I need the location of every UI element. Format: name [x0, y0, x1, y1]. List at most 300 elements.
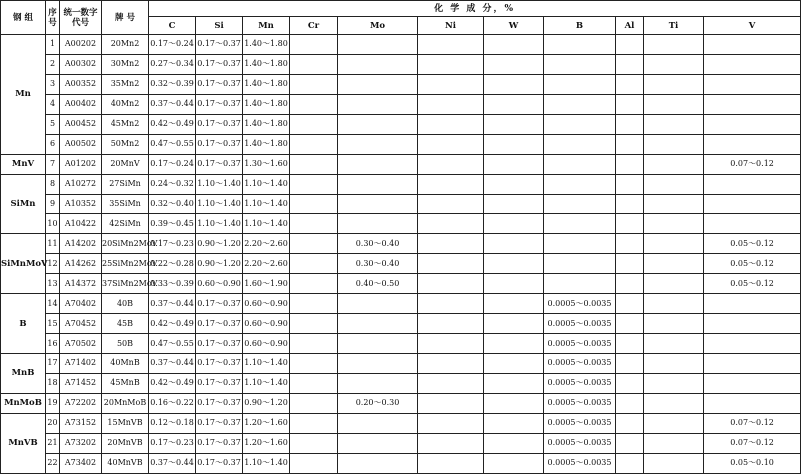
- grade-cell: 40MnB: [102, 354, 149, 374]
- table-row: [1, 54, 801, 74]
- seq-cell: 13: [46, 274, 60, 294]
- composition-cell-mn: 0.60～0.90: [243, 334, 290, 354]
- composition-cell-w: [484, 154, 544, 174]
- code-cell: A14262: [60, 254, 102, 274]
- table-row: [1, 154, 801, 174]
- code-cell: A70452: [60, 314, 102, 334]
- composition-cell-b: 0.0005～0.0035: [544, 354, 616, 374]
- grade-cell: 30Mn2: [102, 54, 149, 74]
- composition-cell-al: [616, 314, 644, 334]
- seq-cell: 5: [46, 114, 60, 134]
- composition-cell-si: 1.10～1.40: [196, 214, 243, 234]
- composition-cell-ni: [418, 234, 484, 254]
- composition-cell-si: 0.17～0.37: [196, 373, 243, 393]
- composition-cell-w: [484, 413, 544, 433]
- composition-cell-si: 0.17～0.37: [196, 94, 243, 114]
- composition-cell-c: 0.17～0.23: [149, 433, 196, 453]
- composition-cell-mo: [338, 433, 418, 453]
- seq-cell: 11: [46, 234, 60, 254]
- composition-cell-al: [616, 234, 644, 254]
- composition-cell-al: [616, 74, 644, 94]
- composition-cell-al: [616, 54, 644, 74]
- composition-cell-c: 0.37～0.44: [149, 354, 196, 374]
- composition-cell-c: 0.37～0.44: [149, 94, 196, 114]
- composition-cell-mn: 1.40～1.80: [243, 134, 290, 154]
- composition-cell-ti: [644, 373, 704, 393]
- composition-cell-mo: [338, 74, 418, 94]
- composition-cell-al: [616, 35, 644, 55]
- composition-cell-al: [616, 154, 644, 174]
- composition-cell-mn: 1.30～1.60: [243, 154, 290, 174]
- grade-cell: 25SiMn2MoV: [102, 254, 149, 274]
- table-row: [1, 274, 801, 294]
- header-element: Ni: [418, 17, 484, 35]
- code-cell: A73152: [60, 413, 102, 433]
- table-row: [1, 453, 801, 473]
- grade-cell: 50Mn2: [102, 134, 149, 154]
- composition-cell-ti: [644, 194, 704, 214]
- composition-cell-w: [484, 314, 544, 334]
- header-element: Ti: [644, 17, 704, 35]
- steel-group-cell: MnB: [1, 354, 46, 394]
- seq-cell: 9: [46, 194, 60, 214]
- composition-cell-w: [484, 214, 544, 234]
- composition-cell-cr: [290, 274, 338, 294]
- composition-cell-cr: [290, 134, 338, 154]
- table-row: [1, 433, 801, 453]
- composition-cell-b: 0.0005～0.0035: [544, 314, 616, 334]
- composition-cell-ni: [418, 194, 484, 214]
- composition-cell-v: 0.05～0.12: [704, 234, 801, 254]
- composition-cell-si: 0.60～0.90: [196, 274, 243, 294]
- grade-cell: 50B: [102, 334, 149, 354]
- composition-cell-c: 0.37～0.44: [149, 453, 196, 473]
- header-code: 统一数字代号: [60, 1, 102, 35]
- composition-cell-c: 0.42～0.49: [149, 114, 196, 134]
- composition-cell-v: [704, 314, 801, 334]
- composition-cell-si: 0.17～0.37: [196, 393, 243, 413]
- code-cell: A00502: [60, 134, 102, 154]
- composition-cell-b: 0.0005～0.0035: [544, 413, 616, 433]
- code-cell: A00302: [60, 54, 102, 74]
- header-element: Mn: [243, 17, 290, 35]
- composition-cell-cr: [290, 214, 338, 234]
- composition-cell-al: [616, 134, 644, 154]
- code-cell: A70502: [60, 334, 102, 354]
- composition-cell-w: [484, 35, 544, 55]
- header-element: Cr: [290, 17, 338, 35]
- table-row: [1, 413, 801, 433]
- code-cell: A01202: [60, 154, 102, 174]
- grade-cell: 20SiMn2MoV: [102, 234, 149, 254]
- header-seq: 序号: [46, 1, 60, 35]
- composition-cell-al: [616, 174, 644, 194]
- composition-cell-ni: [418, 174, 484, 194]
- composition-cell-ti: [644, 74, 704, 94]
- composition-cell-ti: [644, 294, 704, 314]
- steel-group-cell: B: [1, 294, 46, 354]
- composition-cell-cr: [290, 194, 338, 214]
- composition-cell-w: [484, 334, 544, 354]
- seq-cell: 17: [46, 354, 60, 374]
- composition-cell-ni: [418, 74, 484, 94]
- composition-cell-al: [616, 433, 644, 453]
- composition-cell-ni: [418, 134, 484, 154]
- composition-cell-b: [544, 74, 616, 94]
- composition-cell-mn: 1.40～1.80: [243, 35, 290, 55]
- steel-group-cell: SiMn: [1, 174, 46, 234]
- code-cell: A10422: [60, 214, 102, 234]
- grade-cell: 37SiMn2MoV: [102, 274, 149, 294]
- composition-cell-cr: [290, 54, 338, 74]
- composition-cell-mo: 0.30～0.40: [338, 234, 418, 254]
- composition-cell-b: [544, 114, 616, 134]
- composition-cell-ni: [418, 314, 484, 334]
- composition-cell-w: [484, 354, 544, 374]
- table-row: [1, 334, 801, 354]
- composition-cell-mn: 1.40～1.80: [243, 114, 290, 134]
- grade-cell: 20MnV: [102, 154, 149, 174]
- composition-cell-mo: [338, 94, 418, 114]
- composition-cell-mn: 0.90～1.20: [243, 393, 290, 413]
- composition-cell-b: [544, 134, 616, 154]
- composition-cell-si: 0.17～0.37: [196, 354, 243, 374]
- composition-cell-ni: [418, 54, 484, 74]
- composition-cell-al: [616, 214, 644, 234]
- composition-cell-al: [616, 194, 644, 214]
- composition-cell-cr: [290, 433, 338, 453]
- composition-cell-mo: [338, 413, 418, 433]
- composition-cell-b: [544, 254, 616, 274]
- composition-cell-b: [544, 174, 616, 194]
- composition-cell-al: [616, 413, 644, 433]
- steel-group-cell: Mn: [1, 35, 46, 155]
- composition-cell-v: [704, 194, 801, 214]
- composition-cell-w: [484, 74, 544, 94]
- table-row: [1, 214, 801, 234]
- composition-cell-v: [704, 294, 801, 314]
- code-cell: A73202: [60, 433, 102, 453]
- composition-cell-si: 0.17～0.37: [196, 314, 243, 334]
- grade-cell: 35Mn2: [102, 74, 149, 94]
- header-element: Si: [196, 17, 243, 35]
- composition-cell-si: 0.17～0.37: [196, 114, 243, 134]
- code-cell: A73402: [60, 453, 102, 473]
- table-body: [1, 35, 801, 474]
- composition-cell-si: 0.17～0.37: [196, 294, 243, 314]
- composition-cell-mn: 0.60～0.90: [243, 314, 290, 334]
- composition-cell-mo: [338, 174, 418, 194]
- composition-cell-ti: [644, 274, 704, 294]
- seq-cell: 3: [46, 74, 60, 94]
- composition-cell-mo: [338, 373, 418, 393]
- composition-cell-w: [484, 294, 544, 314]
- grade-cell: 45B: [102, 314, 149, 334]
- composition-cell-b: [544, 154, 616, 174]
- table-row: [1, 393, 801, 413]
- composition-cell-ni: [418, 294, 484, 314]
- composition-cell-w: [484, 453, 544, 473]
- composition-cell-w: [484, 274, 544, 294]
- seq-cell: 18: [46, 373, 60, 393]
- code-cell: A70402: [60, 294, 102, 314]
- composition-cell-ni: [418, 373, 484, 393]
- composition-cell-cr: [290, 94, 338, 114]
- composition-cell-si: 0.17～0.37: [196, 74, 243, 94]
- composition-cell-cr: [290, 314, 338, 334]
- composition-cell-al: [616, 334, 644, 354]
- composition-cell-b: [544, 54, 616, 74]
- composition-cell-cr: [290, 294, 338, 314]
- seq-cell: 2: [46, 54, 60, 74]
- composition-cell-si: 0.17～0.37: [196, 433, 243, 453]
- composition-cell-v: [704, 114, 801, 134]
- composition-cell-mn: 1.10～1.40: [243, 354, 290, 374]
- seq-cell: 21: [46, 433, 60, 453]
- composition-cell-mo: 0.30～0.40: [338, 254, 418, 274]
- composition-cell-v: [704, 54, 801, 74]
- composition-cell-cr: [290, 174, 338, 194]
- grade-cell: 45Mn2: [102, 114, 149, 134]
- composition-cell-mo: [338, 54, 418, 74]
- composition-cell-cr: [290, 334, 338, 354]
- composition-cell-c: 0.47～0.55: [149, 334, 196, 354]
- composition-cell-c: 0.22～0.28: [149, 254, 196, 274]
- composition-cell-c: 0.27～0.34: [149, 54, 196, 74]
- composition-cell-ni: [418, 334, 484, 354]
- composition-cell-v: [704, 393, 801, 413]
- seq-cell: 20: [46, 413, 60, 433]
- grade-cell: 40MnVB: [102, 453, 149, 473]
- composition-cell-cr: [290, 373, 338, 393]
- table-row: [1, 74, 801, 94]
- grade-cell: 40B: [102, 294, 149, 314]
- composition-cell-b: 0.0005～0.0035: [544, 433, 616, 453]
- composition-cell-b: 0.0005～0.0035: [544, 294, 616, 314]
- composition-cell-mo: [338, 35, 418, 55]
- composition-cell-mo: [338, 114, 418, 134]
- seq-cell: 12: [46, 254, 60, 274]
- composition-cell-c: 0.32～0.39: [149, 74, 196, 94]
- composition-cell-ni: [418, 214, 484, 234]
- table-header: [1, 1, 801, 35]
- steel-group-cell: MnMoB: [1, 393, 46, 413]
- steel-group-cell: MnV: [1, 154, 46, 174]
- seq-cell: 14: [46, 294, 60, 314]
- code-cell: A14372: [60, 274, 102, 294]
- composition-cell-b: [544, 194, 616, 214]
- composition-cell-ti: [644, 453, 704, 473]
- table-row: [1, 254, 801, 274]
- composition-cell-al: [616, 373, 644, 393]
- table-row: [1, 234, 801, 254]
- composition-cell-v: [704, 94, 801, 114]
- table-row: [1, 294, 801, 314]
- seq-cell: 7: [46, 154, 60, 174]
- composition-cell-mo: [338, 453, 418, 473]
- composition-cell-mo: [338, 194, 418, 214]
- composition-cell-ti: [644, 433, 704, 453]
- composition-cell-c: 0.24～0.32: [149, 174, 196, 194]
- code-cell: A71402: [60, 354, 102, 374]
- grade-cell: 45MnB: [102, 373, 149, 393]
- seq-cell: 8: [46, 174, 60, 194]
- composition-cell-w: [484, 433, 544, 453]
- composition-cell-b: 0.0005～0.0035: [544, 334, 616, 354]
- composition-cell-si: 1.10～1.40: [196, 194, 243, 214]
- composition-cell-w: [484, 174, 544, 194]
- seq-cell: 10: [46, 214, 60, 234]
- composition-cell-c: 0.42～0.49: [149, 373, 196, 393]
- seq-cell: 6: [46, 134, 60, 154]
- grade-cell: 20MnMoB: [102, 393, 149, 413]
- composition-cell-mo: [338, 294, 418, 314]
- header-composition-title: 化 学 成 分，%: [149, 1, 801, 17]
- seq-cell: 22: [46, 453, 60, 473]
- composition-cell-ti: [644, 154, 704, 174]
- composition-cell-v: [704, 74, 801, 94]
- composition-cell-cr: [290, 234, 338, 254]
- composition-cell-ni: [418, 114, 484, 134]
- composition-cell-v: 0.05～0.12: [704, 254, 801, 274]
- composition-cell-mn: 1.10～1.40: [243, 373, 290, 393]
- composition-cell-al: [616, 254, 644, 274]
- composition-cell-ti: [644, 214, 704, 234]
- composition-cell-w: [484, 94, 544, 114]
- composition-cell-v: [704, 354, 801, 374]
- composition-cell-c: 0.17～0.24: [149, 35, 196, 55]
- composition-cell-c: 0.12～0.18: [149, 413, 196, 433]
- composition-cell-v: 0.07～0.12: [704, 413, 801, 433]
- composition-cell-ti: [644, 234, 704, 254]
- header-element: W: [484, 17, 544, 35]
- header-group: 钢 组: [1, 1, 46, 35]
- grade-cell: 20Mn2: [102, 35, 149, 55]
- composition-cell-v: [704, 35, 801, 55]
- composition-cell-ni: [418, 94, 484, 114]
- grade-cell: 27SiMn: [102, 174, 149, 194]
- header-element: Al: [616, 17, 644, 35]
- composition-cell-cr: [290, 413, 338, 433]
- code-cell: A00352: [60, 74, 102, 94]
- composition-cell-ni: [418, 154, 484, 174]
- composition-cell-ti: [644, 94, 704, 114]
- composition-cell-mn: 1.60～1.90: [243, 274, 290, 294]
- composition-cell-b: [544, 94, 616, 114]
- composition-cell-cr: [290, 453, 338, 473]
- composition-cell-mn: 2.20～2.60: [243, 254, 290, 274]
- composition-cell-c: 0.17～0.24: [149, 154, 196, 174]
- composition-cell-v: 0.05～0.12: [704, 274, 801, 294]
- code-cell: A00202: [60, 35, 102, 55]
- composition-cell-ni: [418, 35, 484, 55]
- composition-cell-al: [616, 94, 644, 114]
- seq-cell: 1: [46, 35, 60, 55]
- composition-cell-mn: 0.60～0.90: [243, 294, 290, 314]
- composition-cell-si: 0.17～0.37: [196, 35, 243, 55]
- grade-cell: 42SiMn: [102, 214, 149, 234]
- header-element: B: [544, 17, 616, 35]
- composition-cell-mn: 1.40～1.80: [243, 74, 290, 94]
- table-row: [1, 134, 801, 154]
- composition-cell-mn: 1.10～1.40: [243, 194, 290, 214]
- composition-cell-si: 0.17～0.37: [196, 453, 243, 473]
- composition-cell-ti: [644, 254, 704, 274]
- table-row: [1, 354, 801, 374]
- composition-cell-v: [704, 334, 801, 354]
- composition-cell-mn: 1.20～1.60: [243, 433, 290, 453]
- composition-cell-ni: [418, 453, 484, 473]
- composition-cell-al: [616, 114, 644, 134]
- composition-cell-b: [544, 214, 616, 234]
- composition-cell-cr: [290, 35, 338, 55]
- composition-cell-v: 0.07～0.12: [704, 154, 801, 174]
- composition-cell-ni: [418, 354, 484, 374]
- header-element: Mo: [338, 17, 418, 35]
- seq-cell: 4: [46, 94, 60, 114]
- composition-cell-si: 0.90～1.20: [196, 254, 243, 274]
- seq-cell: 19: [46, 393, 60, 413]
- composition-cell-v: [704, 134, 801, 154]
- code-cell: A00402: [60, 94, 102, 114]
- composition-cell-si: 1.10～1.40: [196, 174, 243, 194]
- composition-cell-cr: [290, 393, 338, 413]
- composition-cell-b: 0.0005～0.0035: [544, 453, 616, 473]
- grade-cell: 20MnVB: [102, 433, 149, 453]
- composition-cell-ti: [644, 413, 704, 433]
- table-row: [1, 35, 801, 55]
- grade-cell: 40Mn2: [102, 94, 149, 114]
- composition-cell-v: [704, 214, 801, 234]
- composition-cell-cr: [290, 114, 338, 134]
- composition-cell-c: 0.16～0.22: [149, 393, 196, 413]
- composition-cell-mn: 1.10～1.40: [243, 453, 290, 473]
- composition-cell-mo: [338, 314, 418, 334]
- table-row: [1, 194, 801, 214]
- composition-cell-mo: [338, 154, 418, 174]
- composition-cell-mn: 1.20～1.60: [243, 413, 290, 433]
- composition-cell-b: 0.0005～0.0035: [544, 393, 616, 413]
- composition-cell-ti: [644, 334, 704, 354]
- header-element: V: [704, 17, 801, 35]
- composition-cell-b: [544, 274, 616, 294]
- composition-cell-mn: 1.40～1.80: [243, 54, 290, 74]
- composition-cell-c: 0.17～0.23: [149, 234, 196, 254]
- composition-cell-si: 0.17～0.37: [196, 334, 243, 354]
- composition-cell-al: [616, 274, 644, 294]
- table-row: [1, 373, 801, 393]
- table-row: [1, 174, 801, 194]
- code-cell: A72202: [60, 393, 102, 413]
- composition-cell-ni: [418, 433, 484, 453]
- composition-cell-cr: [290, 154, 338, 174]
- composition-cell-w: [484, 393, 544, 413]
- composition-cell-ti: [644, 114, 704, 134]
- code-cell: A14202: [60, 234, 102, 254]
- composition-cell-c: 0.39～0.45: [149, 214, 196, 234]
- composition-cell-mn: 1.40～1.80: [243, 94, 290, 114]
- grade-cell: 35SiMn: [102, 194, 149, 214]
- composition-cell-b: [544, 234, 616, 254]
- composition-cell-al: [616, 294, 644, 314]
- seq-cell: 15: [46, 314, 60, 334]
- seq-cell: 16: [46, 334, 60, 354]
- composition-cell-si: 0.90～1.20: [196, 234, 243, 254]
- steel-group-cell: SiMnMoV: [1, 234, 46, 294]
- grade-cell: 15MnVB: [102, 413, 149, 433]
- composition-cell-c: 0.33～0.39: [149, 274, 196, 294]
- composition-cell-v: [704, 373, 801, 393]
